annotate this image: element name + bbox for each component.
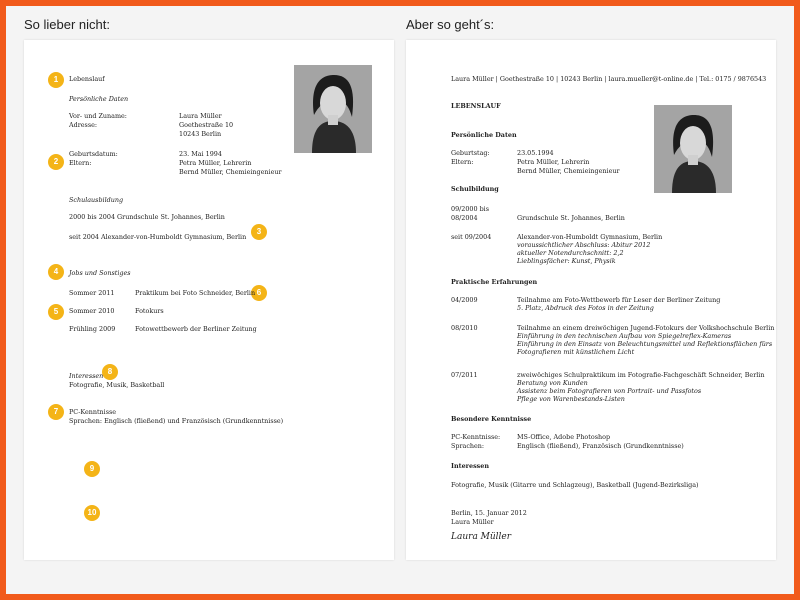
job2-text: Fotokurs [135, 307, 164, 315]
birth-value: 23.05.1994 [517, 149, 554, 157]
parent1: Petra Müller, Lehrerin [179, 159, 252, 167]
right-heading: Aber so geht´s: [406, 17, 495, 32]
pc-value: MS-Office, Adobe Photoshop [517, 433, 611, 441]
lang-value: Englisch (fließend), Französisch (Grundkenntnisse) [517, 442, 684, 450]
left-heading: So lieber nicht: [24, 17, 110, 32]
job1-date: Sommer 2011 [69, 289, 115, 297]
pc-section-title: PC-Kenntnisse [69, 408, 117, 416]
school2-detail-2: aktueller Notendurchschnitt: 2,2 [517, 249, 624, 257]
pc-label: PC-Kenntnisse: [451, 433, 501, 441]
practical2-detail-2: Einführung in den Einsatz von Beleuchtungsmittel und Reflektionsflächen fürs [517, 340, 773, 348]
skills-section-title: Besondere Kenntnisse [451, 415, 532, 423]
marker-10: 10 [84, 505, 100, 521]
practical2-detail-3: Fotografieren mit künstlichem Licht [517, 348, 635, 356]
address-line1: Goethestraße 10 [179, 121, 234, 129]
marker-7: 7 [48, 404, 64, 420]
school2-date: seit 09/2004 [451, 233, 492, 241]
school2-text: Alexander-von-Humboldt Gymnasium, Berlin [517, 233, 663, 241]
signature: Laura Müller [451, 532, 512, 542]
marker-2: 2 [48, 154, 64, 170]
portrait-photo [294, 65, 372, 153]
practical1-date: 04/2009 [451, 296, 478, 304]
parents-label: Eltern: [69, 159, 92, 167]
school1-text: Grundschule St. Johannes, Berlin [517, 214, 625, 222]
job3-text: Fotowettbewerb der Berliner Zeitung [135, 325, 257, 333]
job1-text: Praktikum bei Foto Schneider, Berlin [135, 289, 256, 297]
practical-section-title: Praktische Erfahrungen [451, 278, 538, 286]
school1-date-b: 08/2004 [451, 214, 478, 222]
practical2-detail-1: Einführung in den technischen Aufbau von Spiegelreflex-Kameras [517, 332, 732, 340]
marker-8: 8 [102, 364, 118, 380]
school-entry-1: 2000 bis 2004 Grundschule St. Johannes, Berlin [69, 213, 225, 221]
interests-text: Fotografie, Musik (Gitarre und Schlagzeug), Basketball (Jugend-Bezirksliga) [451, 481, 699, 489]
name-label: Vor- und Zuname: [69, 112, 127, 120]
marker-4: 4 [48, 264, 64, 280]
practical1-detail-1: 5. Platz, Abdruck des Fotos in der Zeitung [517, 304, 654, 312]
portrait-photo [654, 105, 732, 193]
school2-detail-3: Lieblingsfächer: Kunst, Physik [517, 257, 616, 265]
marker-9: 9 [84, 461, 100, 477]
birth-label: Geburtsdatum: [69, 150, 118, 158]
parent2: Bernd Müller, Chemieingenieur [179, 168, 282, 176]
personal-section-title: Persönliche Daten [69, 95, 129, 103]
parents-label: Eltern: [451, 158, 474, 166]
portrait-icon [294, 65, 372, 153]
bad-cv-page [24, 40, 394, 560]
name-value: Laura Müller [179, 112, 222, 120]
marker-5: 5 [48, 304, 64, 320]
parent2: Bernd Müller, Chemieingenieur [517, 167, 620, 175]
birth-value: 23. Mai 1994 [179, 150, 222, 158]
marker-6: 6 [251, 285, 267, 301]
lang-label: Sprachen: [451, 442, 485, 450]
interests-section-title: Interessen [451, 462, 489, 470]
practical1-text: Teilnahme am Foto-Wettbewerb für Leser der Berliner Zeitung [517, 296, 721, 304]
practical3-detail-1: Beratung von Kunden [517, 379, 588, 387]
parent1: Petra Müller, Lehrerin [517, 158, 590, 166]
address-label: Adresse: [69, 121, 98, 129]
job2-date: Sommer 2010 [69, 307, 115, 315]
personal-section-title: Persönliche Daten [451, 131, 517, 139]
school2-detail-1: voraussichtlicher Abschluss: Abitur 2012 [517, 241, 651, 249]
practical3-detail-2: Assistenz beim Fotografieren von Portrait- und Passfotos [517, 387, 702, 395]
interests-section-title: Interessen [69, 372, 104, 380]
pc-text: Sprachen: Englisch (fließend) und Französisch (Grundkenntnisse) [69, 417, 284, 425]
sign-name: Laura Müller [451, 518, 494, 526]
cv-title: Lebenslauf [69, 75, 105, 83]
practical2-date: 08/2010 [451, 324, 478, 332]
practical3-date: 07/2011 [451, 371, 478, 379]
job3-date: Frühling 2009 [69, 325, 116, 333]
good-cv-page [406, 40, 776, 560]
cv-title: LEBENSLAUF [451, 102, 501, 110]
practical3-text: zweiwöchiges Schulpraktikum im Fotografie-Fachgeschäft Schneider, Berlin [517, 371, 765, 379]
school-section-title: Schulausbildung [69, 196, 124, 204]
address-line2: 10243 Berlin [179, 130, 222, 138]
portrait-icon [654, 105, 732, 193]
marker-1: 1 [48, 72, 64, 88]
practical2-text: Teilnahme an einem dreiwöchigen Jugend-Fotokurs der Volkshochschule Berlin [517, 324, 775, 332]
marker-3: 3 [251, 224, 267, 240]
school-entry-2: seit 2004 Alexander-von-Humboldt Gymnasium, Berlin [69, 233, 247, 241]
jobs-section-title: Jobs und Sonstiges [69, 269, 131, 277]
practical3-detail-3: Pflege von Warenbestands-Listen [517, 395, 625, 403]
place-date: Berlin, 15. Januar 2012 [451, 509, 527, 517]
contact-header: Laura Müller | Goethestraße 10 | 10243 Berlin | laura.mueller@t-online.de | Tel.: 0175 / 9876543 [451, 75, 767, 83]
school-section-title: Schulbildung [451, 185, 499, 193]
school1-date-a: 09/2000 bis [451, 205, 489, 213]
birth-label: Geburtstag: [451, 149, 490, 157]
interests-text: Fotografie, Musik, Basketball [69, 381, 165, 389]
